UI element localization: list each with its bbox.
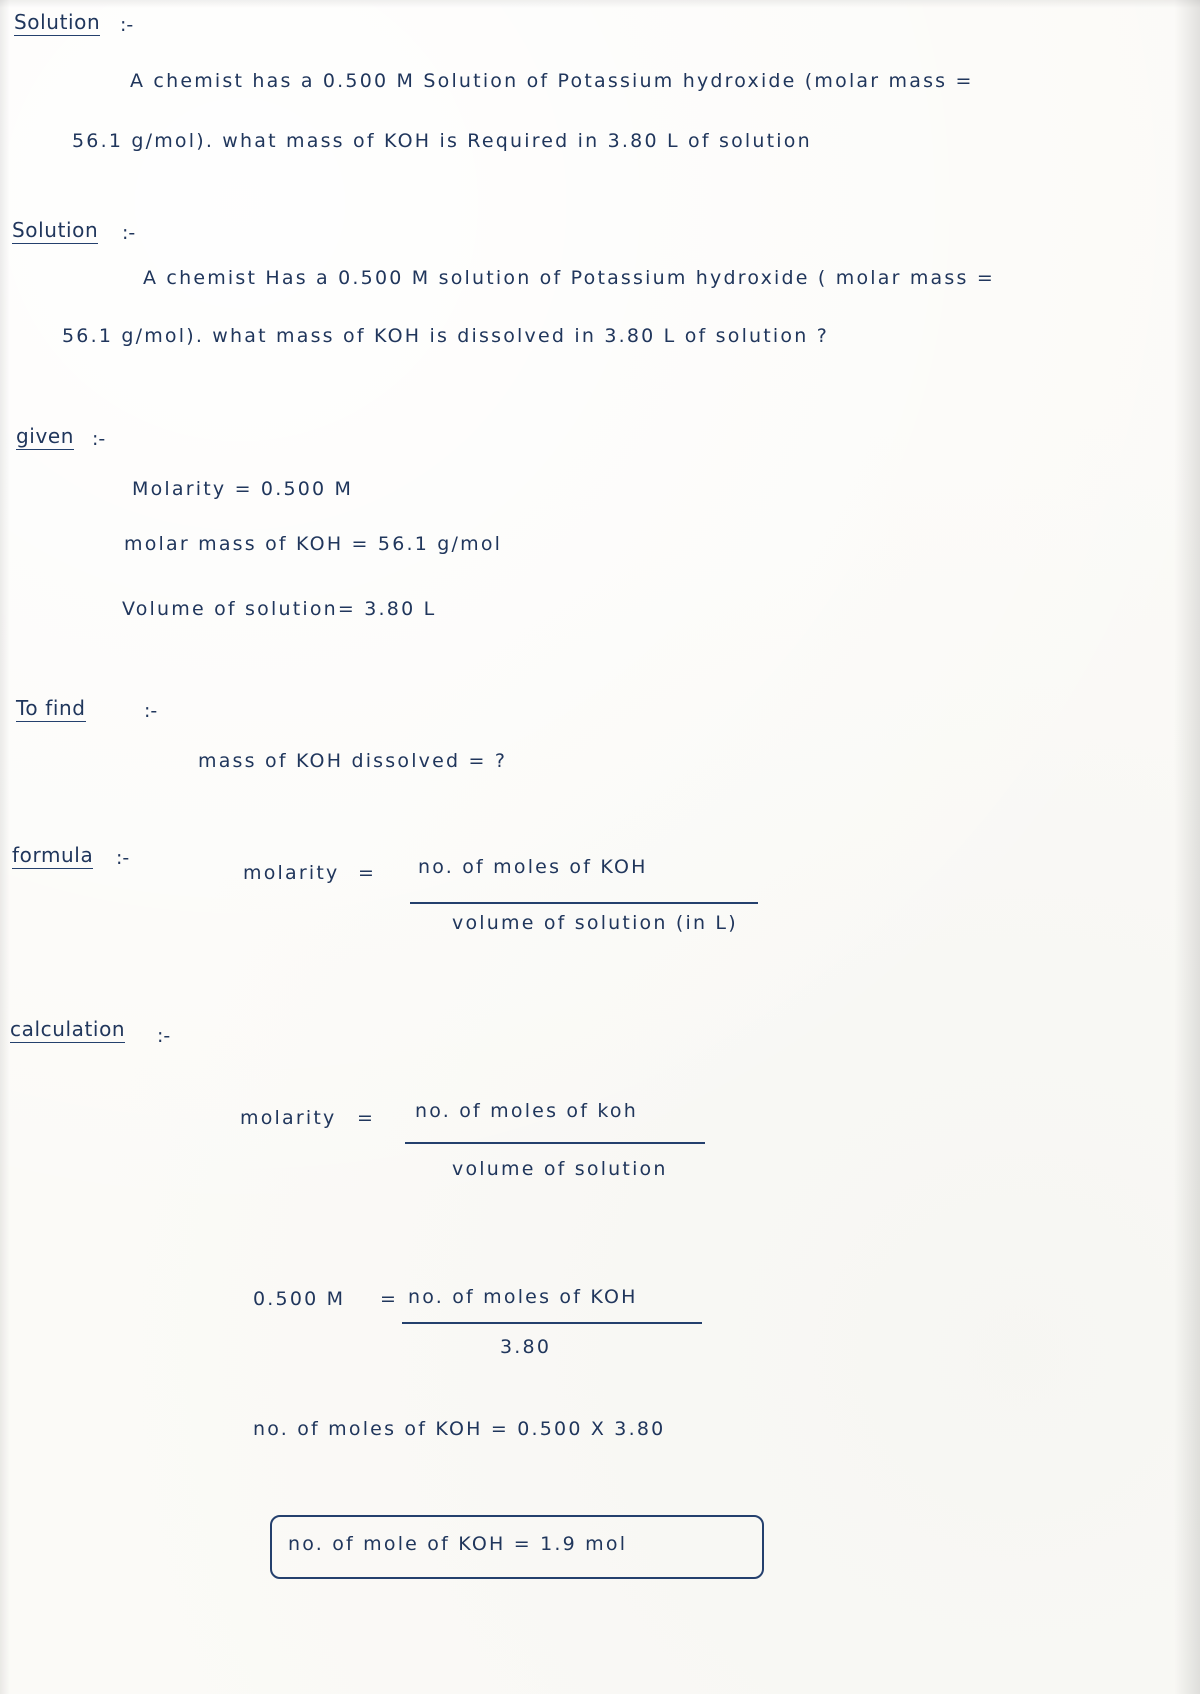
solution-heading-2: Solution (12, 218, 99, 242)
formula-lhs: molarity (243, 862, 340, 884)
solution-heading-1: Solution (14, 10, 101, 34)
calc-step3-line: no. of moles of KOH = 0.500 X 3.80 (253, 1418, 666, 1440)
calc-step2-equals-sign: = (380, 1288, 397, 1310)
calc-step1-equals-sign: = (357, 1107, 374, 1129)
answer-text: no. of mole of KOH = 1.9 mol (288, 1533, 628, 1555)
calculation-heading: calculation (10, 1017, 126, 1041)
formula-numerator: no. of moles of KOH (418, 856, 648, 878)
to-find-line: mass of KOH dissolved = ? (198, 750, 508, 772)
problem-2-line-2: 56.1 g/mol). what mass of KOH is dissolved in 3.80 L of solution ? (62, 325, 830, 347)
given-line-volume: Volume of solution= 3.80 L (122, 598, 437, 620)
page-edge-shadow-right (1174, 0, 1200, 1694)
calc-step2-lhs: 0.500 M (253, 1288, 346, 1310)
calc-step1-fraction-bar (405, 1142, 705, 1144)
formula-equals-sign: = (358, 862, 375, 884)
calc-step1-denominator: volume of solution (452, 1158, 668, 1180)
calc-step2-denominator: 3.80 (500, 1336, 552, 1358)
formula-heading-colon: :- (116, 847, 130, 869)
calc-step1-numerator: no. of moles of koh (415, 1100, 638, 1122)
problem-1-line-2: 56.1 g/mol). what mass of KOH is Required in 3.80 L of solution (72, 130, 812, 152)
calc-step2-fraction-bar (402, 1322, 702, 1324)
given-line-molarity: Molarity = 0.500 M (132, 478, 354, 500)
solution-heading-1-colon: :- (120, 14, 134, 36)
formula-fraction-bar (410, 902, 758, 904)
page-edge-shadow-top (0, 0, 1200, 8)
calculation-heading-colon: :- (157, 1025, 171, 1047)
to-find-heading: To find (16, 696, 86, 720)
solution-heading-2-colon: :- (122, 222, 136, 244)
given-line-molar-mass: molar mass of KOH = 56.1 g/mol (124, 533, 503, 555)
calc-step2-numerator: no. of moles of KOH (408, 1286, 638, 1308)
given-heading: given (16, 424, 75, 448)
given-heading-colon: :- (92, 428, 106, 450)
problem-2-line-1: A chemist Has a 0.500 M solution of Potassium hydroxide ( molar mass = (143, 267, 995, 289)
to-find-heading-colon: :- (144, 700, 158, 722)
calc-step1-lhs: molarity (240, 1107, 337, 1129)
formula-heading: formula (12, 843, 94, 867)
problem-1-line-1: A chemist has a 0.500 M Solution of Potassium hydroxide (molar mass = (130, 70, 974, 92)
formula-denominator: volume of solution (in L) (452, 912, 738, 934)
page-edge-shadow-left (0, 0, 10, 1694)
